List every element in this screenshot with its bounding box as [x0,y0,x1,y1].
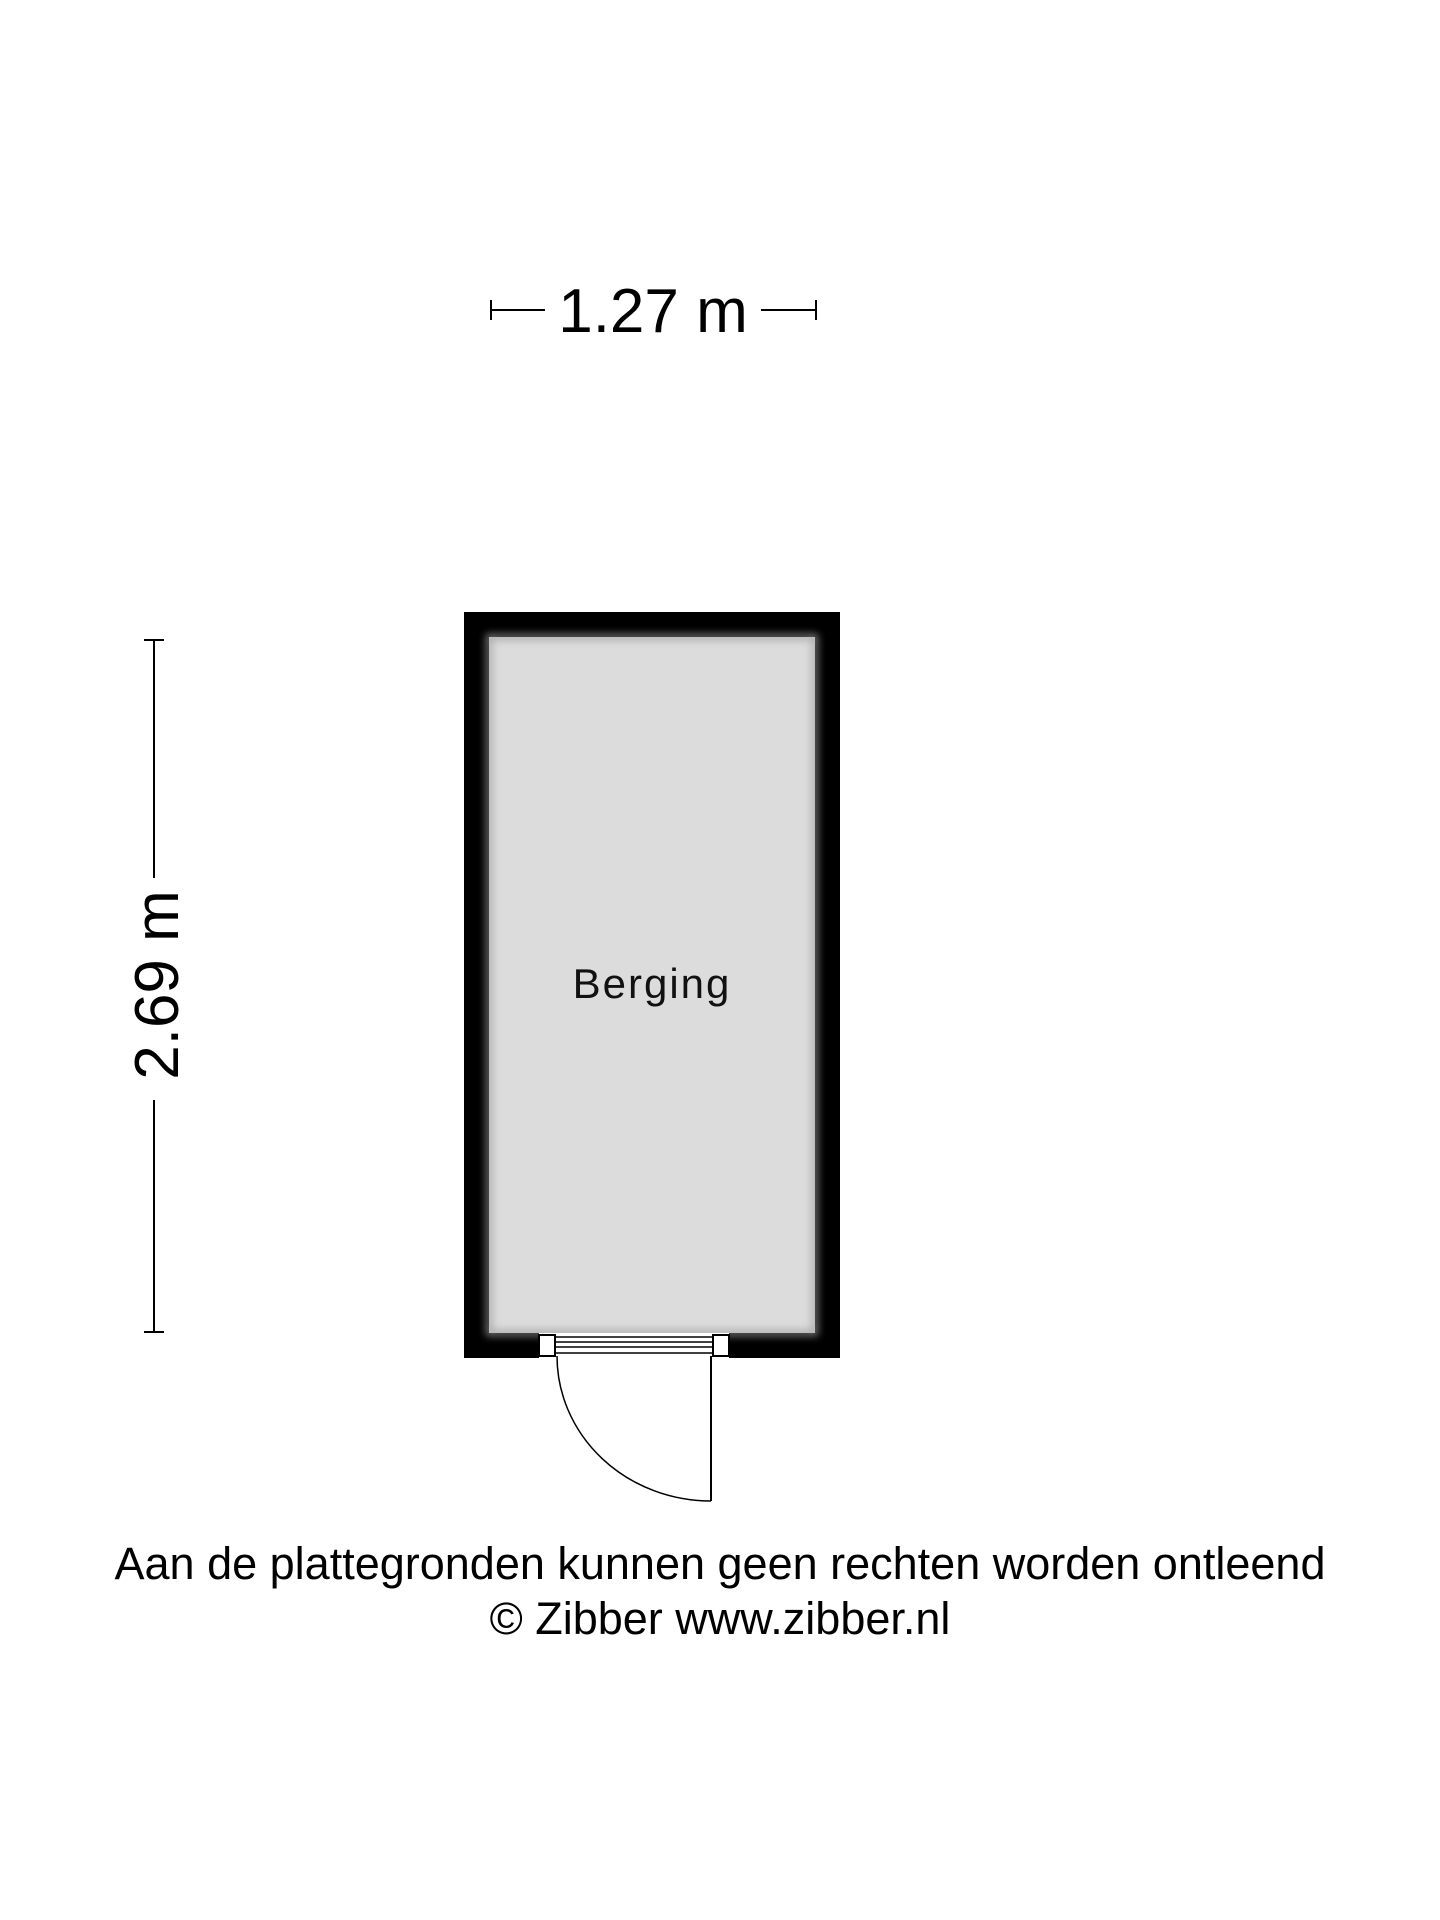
height-dimension-label: 2.69 m [123,890,192,1080]
door-jamb-left [539,1335,555,1356]
door [539,1333,729,1501]
disclaimer-text: Aan de plattegronden kunnen geen rechten worden ontleend [114,1538,1326,1589]
room-label: Berging [572,960,732,1007]
room-berging [464,612,840,1358]
width-dimension-label: 1.27 m [558,277,748,346]
door-swing-arc [557,1356,711,1501]
height-dimension [123,640,192,1332]
width-dimension [490,277,817,346]
copyright-text: © Zibber www.zibber.nl [489,1593,951,1644]
door-jamb-right [713,1335,729,1356]
